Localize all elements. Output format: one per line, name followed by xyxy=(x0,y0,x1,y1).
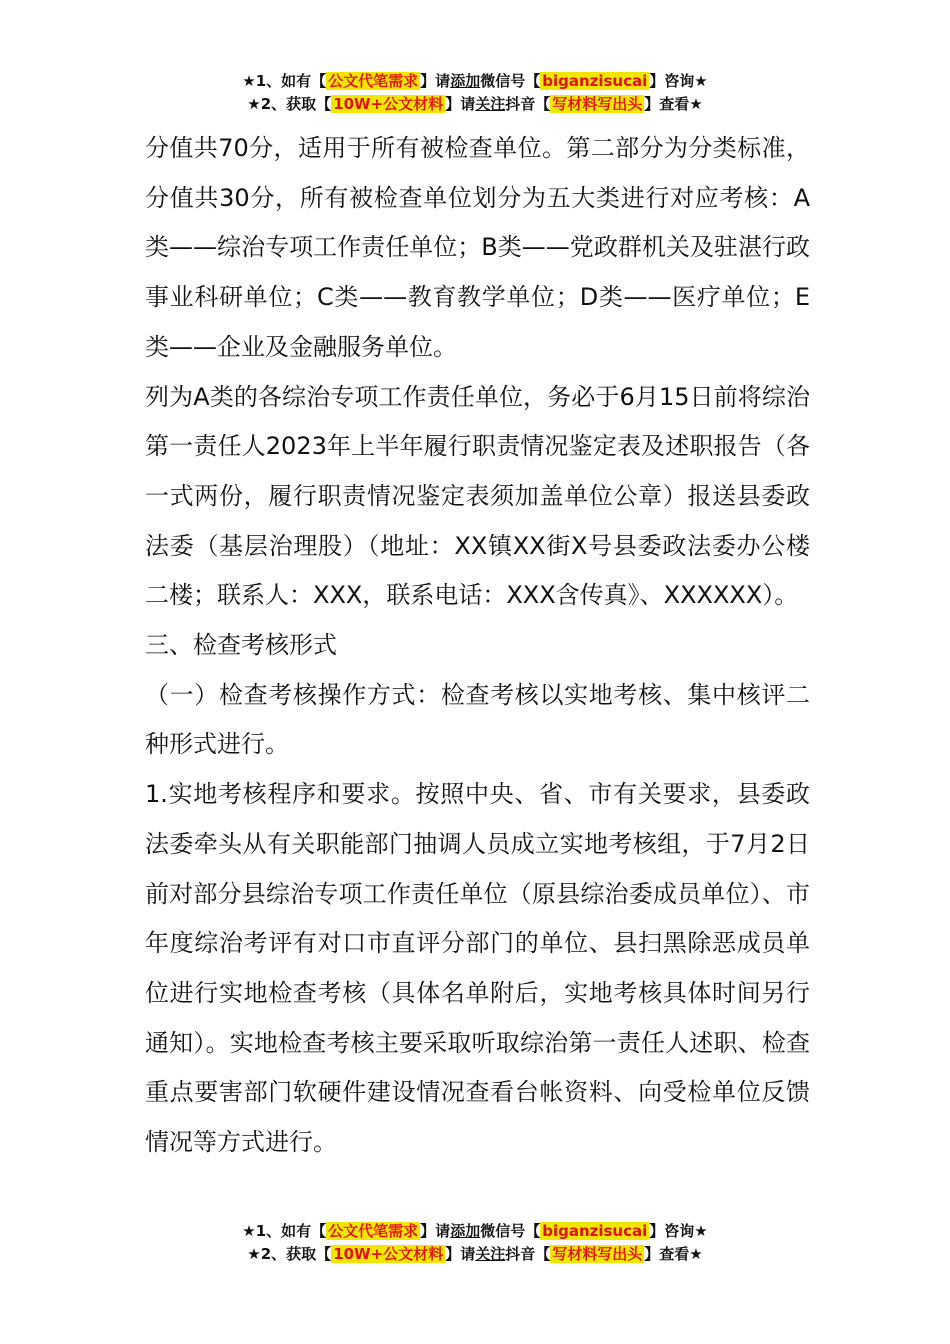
banner-text: ★1、如有【 xyxy=(242,1222,327,1240)
banner-highlight-wechat-id: biganzisucai xyxy=(542,1222,648,1240)
banner-text: 】查看★ xyxy=(644,1245,703,1263)
paragraph-submission: 列为A类的各综治专项工作责任单位，务必于6月15日前将综治第一责任人2023年上半年履行职责情况鉴定表及述职报告（各一式两份，履行职责情况鉴定表须加盖单位公章）报送县委政法委（基层治理股）（地址：XX镇XX街X号县委政法委办公楼二楼；联系人：XXX，联系电话：XXX含传真》、XXXXXX）。 xyxy=(145,382,810,610)
section-heading: 三、检查考核形式 xyxy=(145,631,337,660)
banner-text: 】咨询★ xyxy=(649,1222,708,1240)
banner-underlined-text: 添加 xyxy=(450,1222,481,1240)
banner-text: 抖音【 xyxy=(505,95,551,113)
banner-line-1 xyxy=(0,70,950,93)
banner-line-2 xyxy=(0,93,950,116)
banner-text: ★2、获取【 xyxy=(247,95,332,113)
top-banner xyxy=(0,70,950,116)
banner-highlight-douyin: 写材料写出头 xyxy=(552,1245,643,1263)
banner-text: 】咨询★ xyxy=(649,72,708,90)
banner-line-2 xyxy=(0,1243,950,1266)
banner-line-1 xyxy=(0,1220,950,1243)
banner-text: 】查看★ xyxy=(644,95,703,113)
paragraph-method: （一）检查考核操作方式：检查考核以实地考核、集中核评二种形式进行。 xyxy=(145,680,810,759)
banner-text: 微信号【 xyxy=(480,1222,541,1240)
banner-highlight-materials: 10W+公文材料 xyxy=(333,95,444,113)
banner-text: 抖音【 xyxy=(505,1245,551,1263)
banner-text: 】请 xyxy=(445,95,476,113)
bottom-banner xyxy=(0,1220,950,1266)
banner-highlight-wechat-id: biganzisucai xyxy=(542,72,648,90)
banner-text: ★1、如有【 xyxy=(242,72,327,90)
banner-highlight-materials: 10W+公文材料 xyxy=(333,1245,444,1263)
banner-text: 】请 xyxy=(420,72,451,90)
banner-highlight-service: 公文代笔需求 xyxy=(328,1222,419,1240)
banner-text: 】请 xyxy=(420,1222,451,1240)
banner-highlight-service: 公文代笔需求 xyxy=(328,72,419,90)
banner-text: ★2、获取【 xyxy=(247,1245,332,1263)
document-body xyxy=(145,124,810,1168)
banner-highlight-douyin: 写材料写出头 xyxy=(552,95,643,113)
banner-underlined-text: 关注 xyxy=(475,95,506,113)
banner-underlined-text: 添加 xyxy=(450,72,481,90)
banner-underlined-text: 关注 xyxy=(475,1245,506,1263)
paragraph-onsite-procedure: 1.实地考核程序和要求。按照中央、省、市有关要求，县委政法委牵头从有关职能部门抽调人员成立实地考核组，于7月2日前对部分县综治专项工作责任单位（原县综治委成员单位）、市年度综治考评有对口市直评分部门的单位、县扫黑除恶成员单位进行实地检查考核（具体名单附后，实地考核具体时间另行通知）。实地检查考核主要采取听取综治第一责任人述职、检查重点要害部门软硬件建设情况查看台帐资料、向受检单位反馈情况等方式进行。 xyxy=(145,780,810,1157)
banner-text: 微信号【 xyxy=(480,72,541,90)
banner-text: 】请 xyxy=(445,1245,476,1263)
paragraph-scoring-categories: 分值共70分，适用于所有被检查单位。第二部分为分类标准，分值共30分，所有被检查单位划分为五大类进行对应考核：A类——综治专项工作责任单位；B类——党政群机关及驻湛行政事业科研单位；C类——教育教学单位；D类——医疗单位；E类——企业及金融服务单位。 xyxy=(145,134,810,361)
